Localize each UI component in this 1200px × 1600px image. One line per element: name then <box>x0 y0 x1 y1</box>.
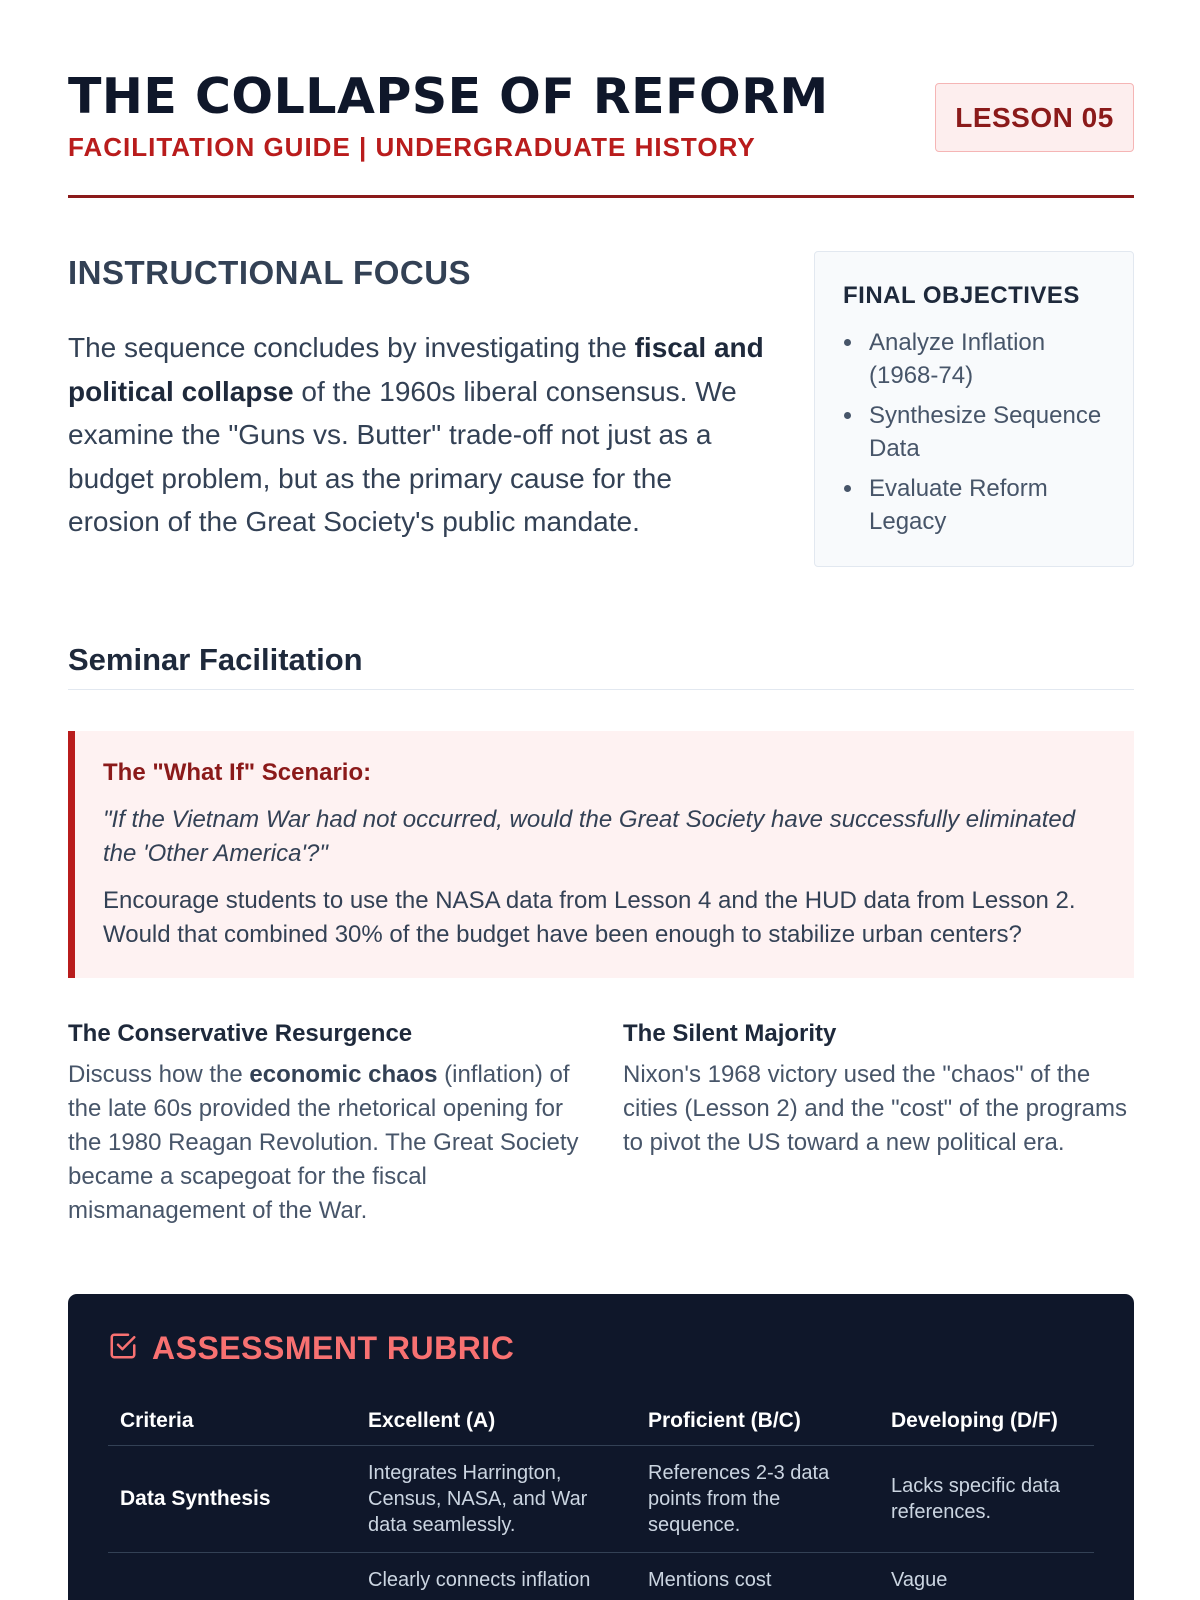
criteria-cell: Data Synthesis <box>108 1445 356 1552</box>
final-objectives-panel <box>814 251 1134 567</box>
proficient-cell: References 2-3 data points from the sequence. <box>636 1445 879 1552</box>
objective-item: Synthesize Sequence Data <box>843 399 1105 465</box>
proficient-cell: Mentions cost <box>636 1552 879 1600</box>
rubric-title: ASSESSMENT RUBRIC <box>152 1330 515 1366</box>
page-header <box>68 66 1134 198</box>
focus-text-part-2: of the 1960s liberal consensus. We examine the "Guns vs. Butter" trade-off not just as a budget problem, but as the primary cause for the erosion of the Great Society's public mandate. <box>68 375 737 537</box>
instructional-focus-heading: INSTRUCTIONAL FOCUS <box>68 254 472 291</box>
page-title: THE COLLAPSE OF REFORM <box>68 68 829 125</box>
conservative-resurgence-section <box>68 1020 588 1228</box>
instructional-focus-text <box>68 326 768 544</box>
callout-body: Encourage students to use the NASA data from Lesson 4 and the HUD data from Lesson 2. Would that combined 30% of the budget have been enough to stabilize urban centers? <box>103 887 1076 948</box>
column-header: Excellent (A) <box>356 1397 636 1445</box>
objectives-list <box>843 326 1105 538</box>
callout-quote: "If the Vietnam War had not occurred, would the Great Society have successfully eliminated the 'Other America'?" <box>103 806 1076 867</box>
conservative-resurgence-text <box>68 1058 588 1228</box>
final-objectives-heading: FINAL OBJECTIVES <box>843 282 1080 309</box>
table-row <box>108 1552 1094 1600</box>
page-subtitle: FACILITATION GUIDE | UNDERGRADUATE HISTORY <box>68 132 756 162</box>
silent-majority-text: Nixon's 1968 victory used the "chaos" of the cities (Lesson 2) and the "cost" of the programs to pivot the US toward a new political era. <box>623 1061 1127 1156</box>
developing-cell: Vague <box>879 1552 1094 1600</box>
focus-text-emphasis: fiscal and political collapse <box>68 332 764 407</box>
table-row <box>108 1445 1094 1552</box>
lesson-badge: LESSON 05 <box>935 83 1134 152</box>
callout-title: The "What If" Scenario: <box>103 759 372 786</box>
developing-cell: Lacks specific data references. <box>879 1445 1094 1552</box>
column-header: Criteria <box>108 1397 356 1445</box>
conservative-resurgence-title: The Conservative Resurgence <box>68 1020 413 1047</box>
left-text-part-1: Discuss how the <box>68 1061 250 1088</box>
what-if-callout <box>68 731 1134 978</box>
focus-text-part-1: The sequence concludes by investigating the <box>68 332 635 363</box>
silent-majority-title: The Silent Majority <box>623 1020 837 1047</box>
objective-item: Analyze Inflation (1968-74) <box>843 326 1105 392</box>
left-text-part-2: (inflation) of the late 60s provided the rhetorical opening for the 1980 Reagan Revolution. The Great Society became a scapegoat for the fiscal mismanagement of the War. <box>68 1061 579 1224</box>
silent-majority-section <box>623 1020 1143 1160</box>
seminar-facilitation-heading: Seminar Facilitation <box>68 642 1134 690</box>
criteria-cell <box>108 1552 356 1600</box>
rubric-table <box>108 1397 1094 1600</box>
rubric-header-row <box>108 1397 1094 1445</box>
assessment-rubric <box>68 1294 1134 1600</box>
column-header: Developing (D/F) <box>879 1397 1094 1445</box>
excellent-cell: Clearly connects inflation <box>356 1552 636 1600</box>
left-text-emphasis: economic chaos <box>249 1061 438 1088</box>
objective-item: Evaluate Reform Legacy <box>843 472 1105 538</box>
rubric-header <box>108 1330 1094 1367</box>
column-header: Proficient (B/C) <box>636 1397 879 1445</box>
checkbox-icon <box>108 1331 138 1366</box>
excellent-cell: Integrates Harrington, Census, NASA, and War data seamlessly. <box>356 1445 636 1552</box>
